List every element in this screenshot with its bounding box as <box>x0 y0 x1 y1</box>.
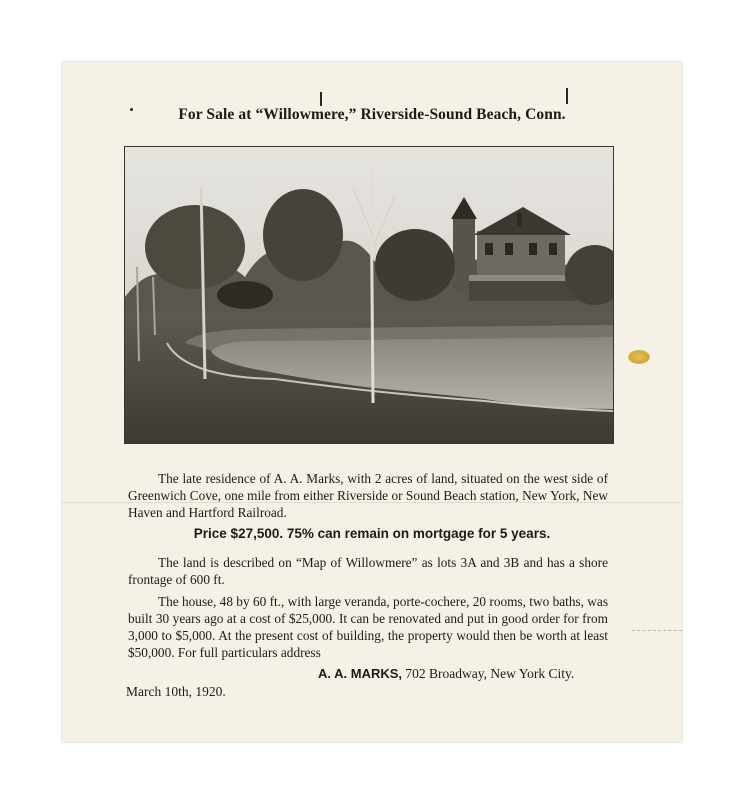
house-by-pond-photo <box>124 146 614 444</box>
document-page <box>62 62 682 742</box>
land-paragraph: The land is described on “Map of Willowmere” as lots 3A and 3B and has a shore frontage of 600 ft. <box>128 555 608 587</box>
house-paragraph: The house, 48 by 60 ft., with large veranda, porte-cochere, 20 rooms, two baths, was built 30 years ago at a cost of $25,000. It can be renovated and put in good order for from 3,000 to $5,000. At the present cost of building, the property would then be worth at least $50,000. For full particulars address <box>128 594 608 660</box>
page-tick-mark <box>320 92 322 106</box>
signature-address: 702 Broadway, New York City. <box>402 666 575 681</box>
document-date: March 10th, 1920. <box>126 684 226 699</box>
price-line: Price $27,500. 75% can remain on mortgage for 5 years. <box>193 526 551 541</box>
page-tick-mark <box>566 88 568 104</box>
paper-stain <box>628 350 650 364</box>
description-paragraph: The late residence of A. A. Marks, with 2 acres of land, situated on the west side of Greenwich Cove, one mile from either Riverside or Sound Beach station, New York, New Haven and Hartford Railroad. <box>128 471 608 520</box>
photo-illustration <box>125 147 613 443</box>
paper-mark <box>632 630 682 632</box>
signature-line <box>318 666 574 682</box>
page-title: For Sale at “Willowmere,” Riverside-Sound Beach, Conn. <box>178 106 566 123</box>
signature-name: A. A. MARKS, <box>318 666 403 681</box>
